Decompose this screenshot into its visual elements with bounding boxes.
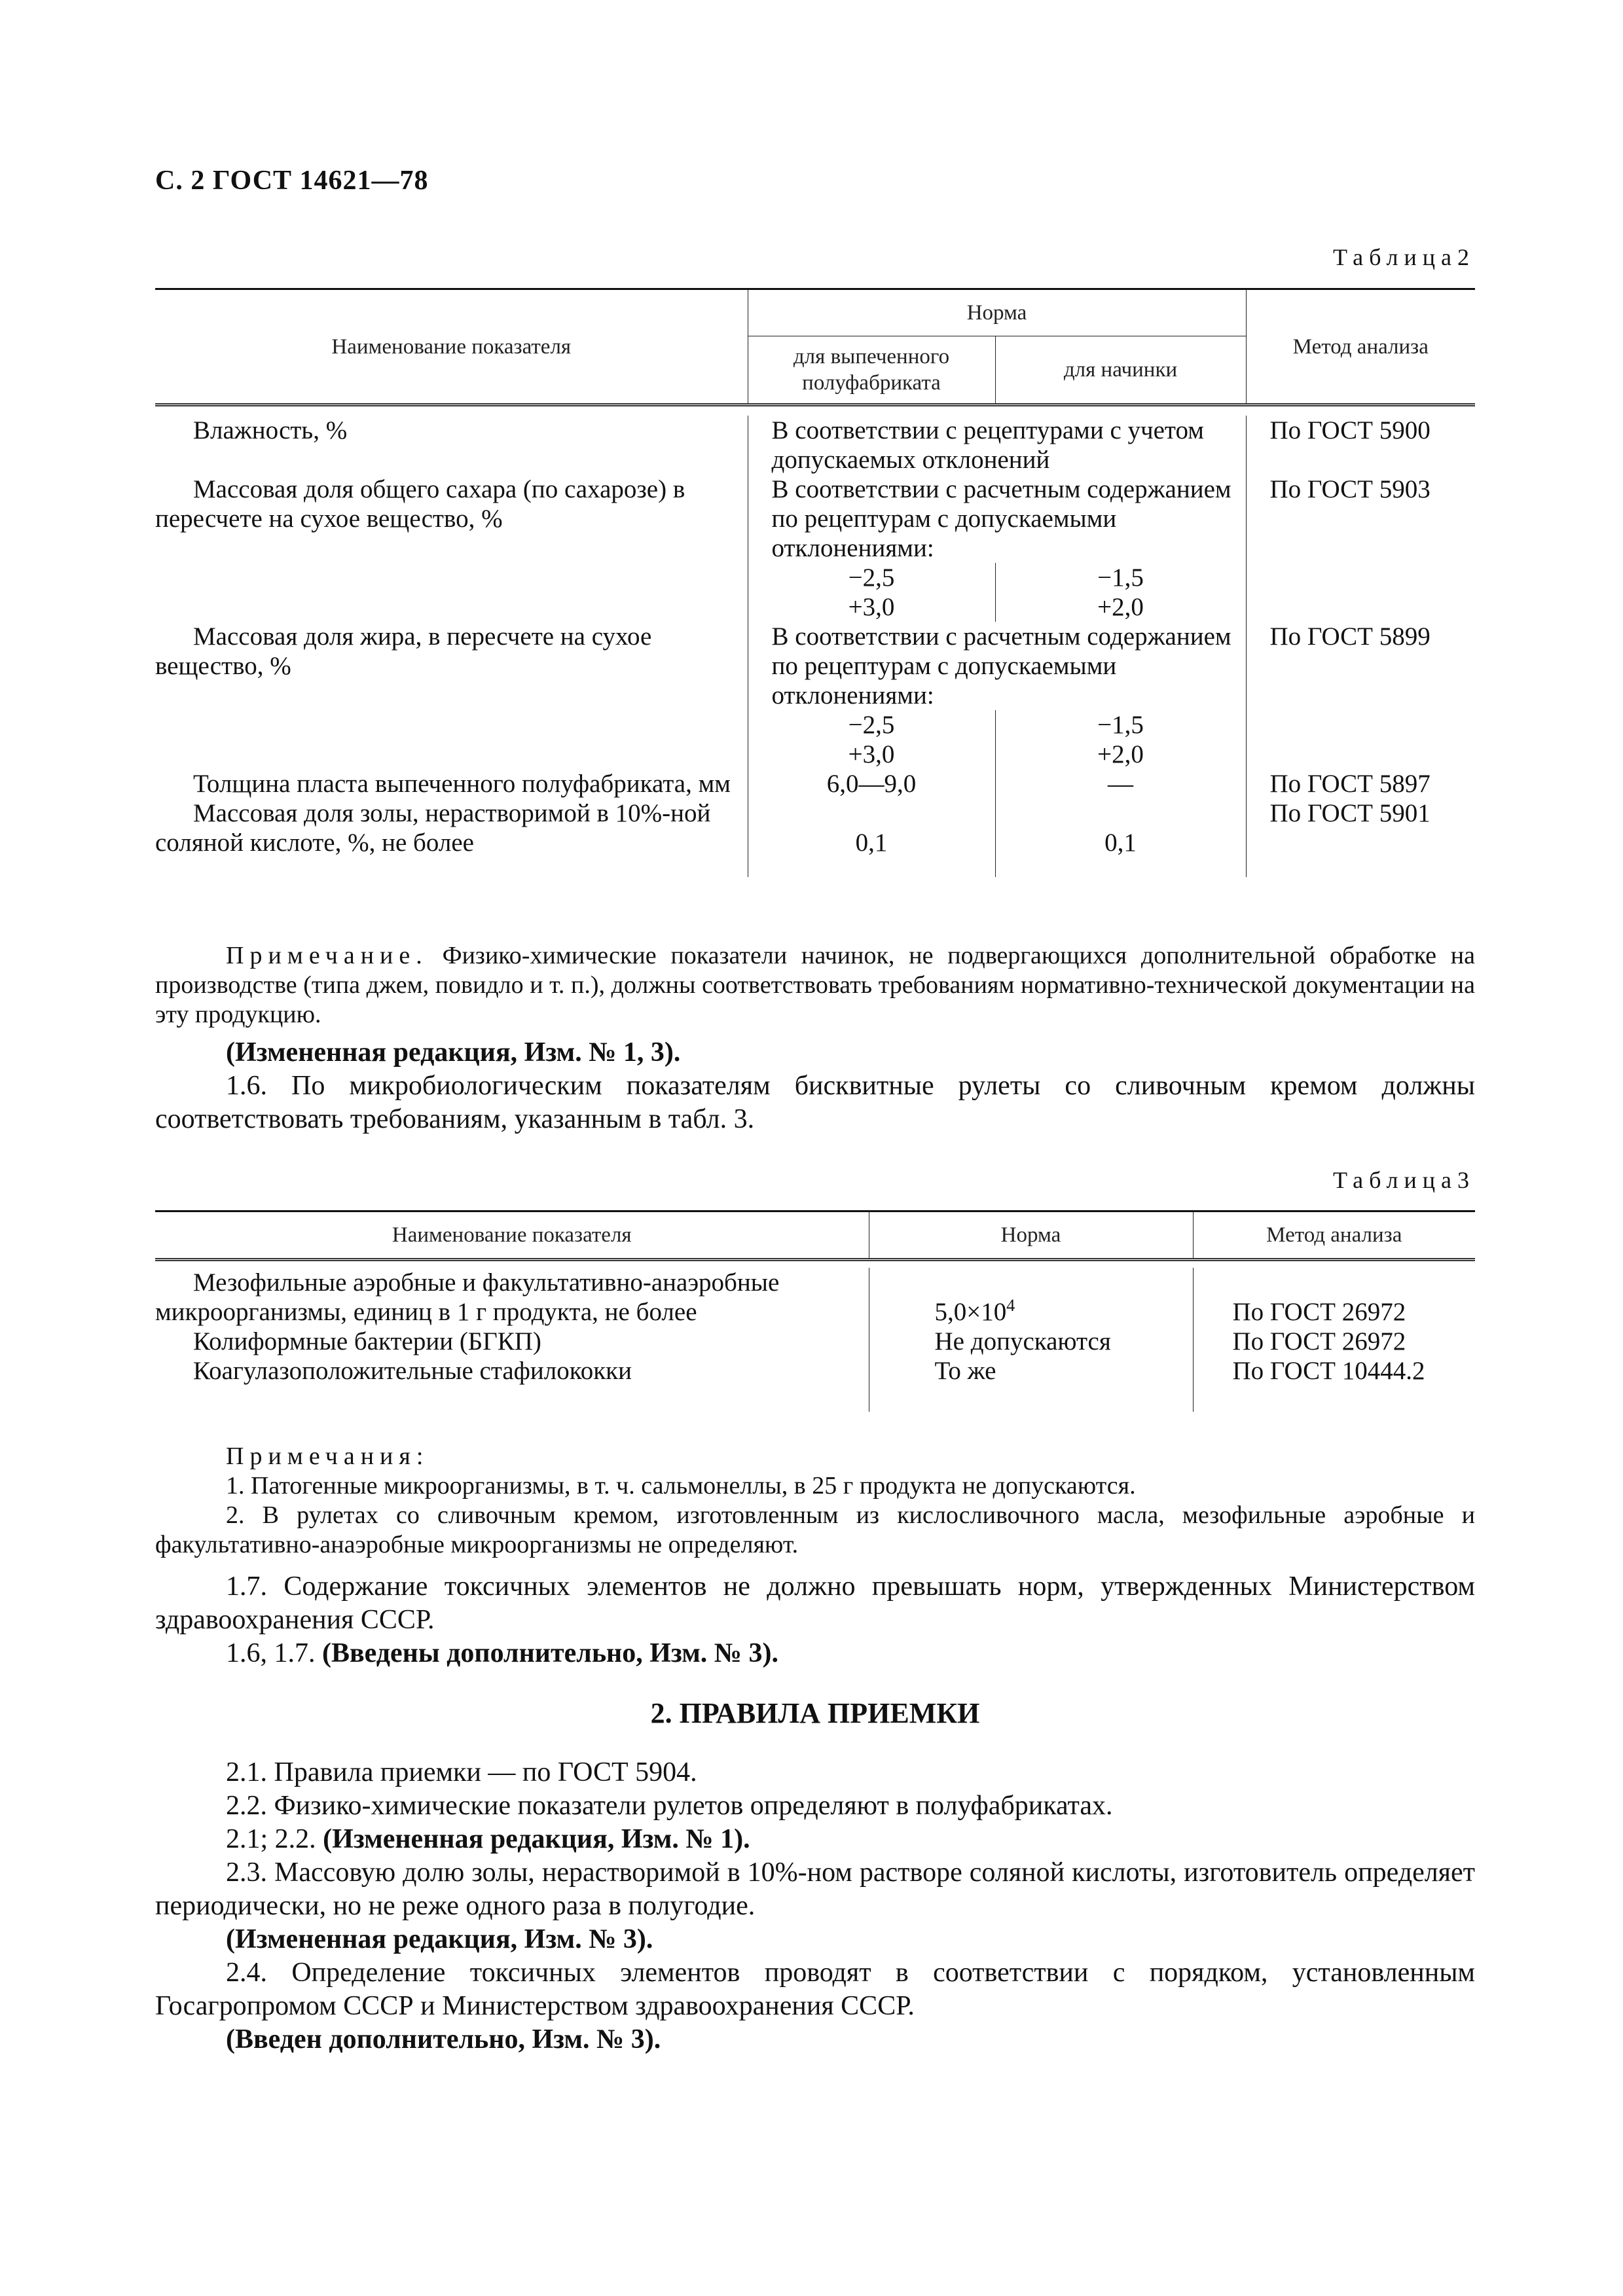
paragraph-1-6-1-7-amend [155, 1637, 1475, 1670]
table2-row1-norm: В соответствии с рецептурами с учетом допускаемых отклонений [748, 416, 1246, 475]
notes2-item-1: 1. Патогенные микроорганизмы, в т. ч. сальмонеллы, в 25 г продукта не допускаются. [226, 1472, 1136, 1499]
table-row [155, 416, 1475, 475]
table2-row3-filling: −1,5 +2,0 [995, 710, 1246, 769]
paragraph-1-6: 1.6. По микробиологическим показателям бисквитные рулеты со сливочным кремом должны соответствовать требованиям, указанным в табл. 3. [155, 1071, 1475, 1134]
table2 [155, 288, 1475, 877]
table3-row2-name: Колиформные бактерии (БГКП) [193, 1327, 541, 1355]
table3-row3-name: Коагулазоположительные стафилококки [193, 1357, 632, 1385]
table3-row1-norma-exp: 4 [1006, 1296, 1015, 1315]
table2-row1-method: По ГОСТ 5900 [1246, 416, 1475, 475]
note1 [155, 941, 1475, 1030]
table3-row2-norma: Не допускаются [869, 1327, 1193, 1356]
paragraph-2-1-2-2-amend [155, 1823, 1475, 1856]
paragraph-2-2: 2.2. Физико-химические показатели рулетов определяют в полуфабрикатах. [226, 1791, 1113, 1821]
table3-row3-norma: То же [869, 1356, 1193, 1386]
table2-row2-method: По ГОСТ 5903 [1246, 475, 1475, 563]
table2-caption: Таблица2 [1333, 244, 1475, 270]
table3-col-name: Наименование показателя [155, 1211, 869, 1260]
amend1: (Измененная редакция, Изм. № 1, 3). [226, 1037, 681, 1067]
table-row [155, 1327, 1475, 1356]
amend2-text: (Введены дополнительно, Изм. № 3). [322, 1638, 778, 1668]
table3 [155, 1210, 1475, 1412]
table2-row5-baked: 0,1 [748, 798, 995, 857]
amend3-text: (Измененная редакция, Изм. № 1). [323, 1824, 750, 1854]
table2-row2-norm: В соответствии с расчетным содержанием по рецептурам с допускаемыми отклонениями: [748, 475, 1246, 563]
table2-row5-name: Массовая доля золы, нерастворимой в 10%-ной соляной кислоте, %, не более [155, 799, 711, 857]
table-row [155, 622, 1475, 710]
amend2-prefix: 1.6, 1.7. [226, 1638, 322, 1668]
table2-row1-name: Влажность, % [193, 416, 348, 444]
note1-label: Примечание. [226, 942, 428, 969]
table2-row4-baked: 6,0—9,0 [748, 769, 995, 798]
table2-row3-norm: В соответствии с расчетным содержанием по рецептурам с допускаемыми отклонениями: [748, 622, 1246, 710]
table-row [155, 769, 1475, 798]
table3-row1-name: Мезофильные аэробные и факультативно-анаэробные микроорганизмы, единиц в 1 г продукта, не более [155, 1268, 780, 1326]
table2-row3-baked: −2,5 +3,0 [748, 710, 995, 769]
text-block-2 [155, 1442, 1475, 2056]
table2-col-method: Метод анализа [1246, 289, 1475, 405]
table2-row4-method: По ГОСТ 5897 [1246, 769, 1475, 798]
amend5: (Введен дополнительно, Изм. № 3). [226, 2024, 661, 2054]
paragraph-2-3: 2.3. Массовую долю золы, нерастворимой в 10%-ном растворе соляной кислоты, изготовитель определяет периодически, но не реже одного раза в полугодие. [155, 1857, 1475, 1921]
amend3-prefix: 2.1; 2.2. [226, 1824, 323, 1854]
table-row [155, 475, 1475, 563]
table2-col-name: Наименование показателя [155, 289, 748, 405]
table3-caption: Таблица3 [1333, 1167, 1475, 1193]
table3-row2-method: По ГОСТ 26972 [1193, 1327, 1475, 1356]
table2-col-filling: для начинки [995, 336, 1246, 405]
paragraph-1-7: 1.7. Содержание токсичных элементов не должно превышать норм, утвержденных Министерством здравоохранения СССР. [155, 1571, 1475, 1635]
note1-text: Физико-химические показатели начинок, не подвергающихся дополнительной обработке на производстве (типа джем, повидло и т. п.), должны соответствовать требованиям нормативно-технической документации на эту продукцию. [155, 942, 1475, 1028]
table3-row3-method: По ГОСТ 10444.2 [1193, 1356, 1475, 1386]
table3-row1-method: По ГОСТ 26972 [1193, 1268, 1475, 1327]
notes2-label-text: Примечания: [226, 1443, 429, 1470]
table2-row2-name: Массовая доля общего сахара (по сахарозе) в пересчете на сухое вещество, % [155, 475, 685, 533]
table-row [155, 1356, 1475, 1386]
table3-col-method: Метод анализа [1193, 1211, 1475, 1260]
table-row [155, 798, 1475, 857]
amend4: (Измененная редакция, Изм. № 3). [226, 1924, 653, 1954]
notes2-item-2: 2. В рулетах со сливочным кремом, изготовленным из кислосливочного масла, мезофильные аэробные и факультативно-анаэробные микроорганизмы не определяют. [155, 1501, 1475, 1558]
table3-col-norma: Норма [869, 1211, 1193, 1260]
table2-col-norma: Норма [748, 289, 1246, 336]
table-row [155, 1268, 1475, 1327]
table2-row5-filling: 0,1 [995, 798, 1246, 857]
notes2-label [155, 1442, 1475, 1471]
section-2-title: 2. ПРАВИЛА ПРИЕМКИ [650, 1697, 980, 1729]
table3-row1-norma-base: 5,0×10 [934, 1298, 1007, 1326]
text-block-1 [155, 941, 1475, 1136]
table2-row4-name: Толщина пласта выпеченного полуфабриката, мм [193, 770, 731, 798]
table2-col-baked: для выпеченного полуфабриката [748, 336, 995, 405]
table2-row5-method: По ГОСТ 5901 [1246, 798, 1475, 857]
page-header: С. 2 ГОСТ 14621—78 [155, 166, 429, 196]
table2-row3-name: Массовая доля жира, в пересчете на сухое вещество, % [155, 622, 652, 680]
paragraph-2-4: 2.4. Определение токсичных элементов проводят в соответствии с порядком, установленным Госагропромом СССР и Министерством здравоохранения СССР. [155, 1958, 1475, 2021]
table2-row3-method: По ГОСТ 5899 [1246, 622, 1475, 710]
table2-row4-filling: — [995, 769, 1246, 798]
table3-row1-norma [869, 1268, 1193, 1327]
table2-row2-filling: −1,5 +2,0 [995, 563, 1246, 622]
table2-row2-baked: −2,5 +3,0 [748, 563, 995, 622]
paragraph-2-1: 2.1. Правила приемки — по ГОСТ 5904. [226, 1757, 697, 1787]
